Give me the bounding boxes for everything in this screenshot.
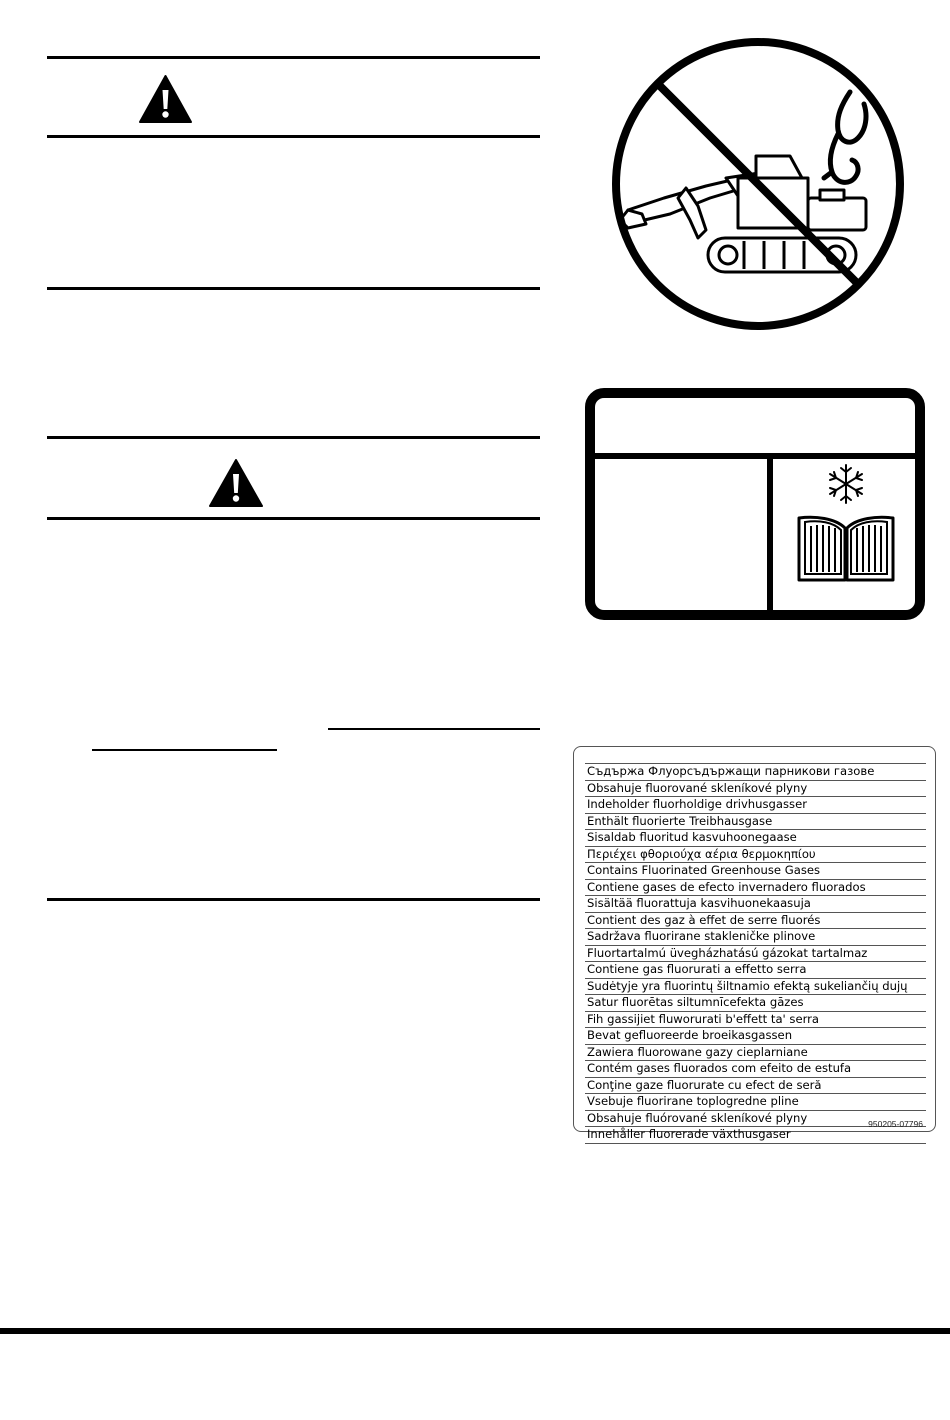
list-item: Περιέχει φθοριούχα αέρια θερμοκηπίου xyxy=(585,847,926,864)
list-item: Contient des gaz à effet de serre fluorés xyxy=(585,913,926,930)
underline-line xyxy=(92,749,277,751)
refrigerant-notice-label xyxy=(585,388,925,620)
part-number: 950205-07796 xyxy=(868,1119,923,1129)
no-lifting-excavator-icon xyxy=(606,38,910,330)
list-item: Contém gases fluorados com efeito de estufa xyxy=(585,1061,926,1078)
list-item: Fih gassijiet fluworurati b'effett ta' serra xyxy=(585,1012,926,1029)
list-item: Indeholder fluorholdige drivhusgasser xyxy=(585,797,926,814)
list-item: Conţine gaze fluorurate cu efect de seră xyxy=(585,1078,926,1095)
section-rule xyxy=(47,436,540,439)
list-item: Sadržava fluorirane stakleničke plinove xyxy=(585,929,926,946)
language-list xyxy=(585,763,926,1144)
list-item: Obsahuje fluorované skleníkové plyny xyxy=(585,781,926,798)
list-item: Satur fluorētas siltumnīcefekta gāzes xyxy=(585,995,926,1012)
list-item: Sisältää fluorattuja kasvihuonekaasuja xyxy=(585,896,926,913)
list-item: Enthält fluorierte Treibhausgase xyxy=(585,814,926,831)
list-item: Contiene gas fluorurati a effetto serra xyxy=(585,962,926,979)
list-item: Contains Fluorinated Greenhouse Gases xyxy=(585,863,926,880)
list-item: Zawiera fluorowane gazy cieplarniane xyxy=(585,1045,926,1062)
list-item: Contiene gases de efecto invernadero fluorados xyxy=(585,880,926,897)
section-rule xyxy=(47,898,540,901)
footer-rule xyxy=(0,1328,950,1334)
snowflake-icon xyxy=(826,462,866,506)
list-item: Bevat gefluoreerde broeikasgassen xyxy=(585,1028,926,1045)
section-rule xyxy=(47,287,540,290)
section-rule xyxy=(47,135,540,138)
list-item: Vsebuje fluorirane toplogredne pline xyxy=(585,1094,926,1111)
list-item: Sisaldab fluoritud kasvuhoonegaase xyxy=(585,830,926,847)
warning-triangle-icon xyxy=(138,74,193,124)
warning-triangle-icon xyxy=(208,458,264,508)
list-item: Obsahuje fluórované skleníkové plyny xyxy=(585,1111,926,1128)
underline-line xyxy=(328,728,540,730)
list-item: Innehåller fluorerade växthusgaser xyxy=(585,1127,926,1144)
open-book-icon xyxy=(795,508,897,584)
section-rule-top xyxy=(47,56,540,59)
list-item: Sudėtyje yra fluorintų šiltnamio efektą sukeliančių dujų xyxy=(585,979,926,996)
list-item: Fluortartalmú üvegházhatású gázokat tartalmaz xyxy=(585,946,926,963)
list-item: Съдържа Флуорсъдържащи парникови газове xyxy=(585,764,926,781)
section-rule xyxy=(47,517,540,520)
